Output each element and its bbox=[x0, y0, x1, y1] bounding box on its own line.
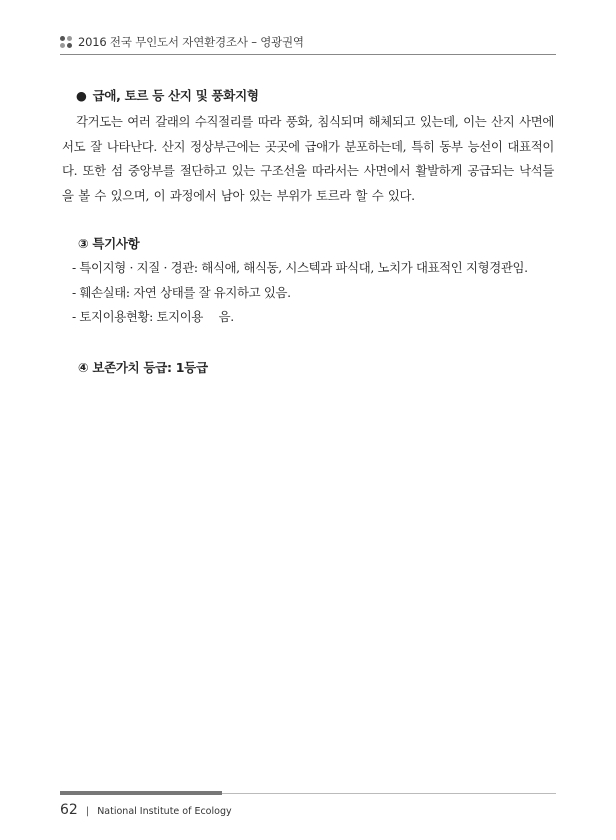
section-heading bbox=[76, 86, 554, 104]
conservation-grade-heading: ④ 보존가치 등급: 1등급 bbox=[78, 359, 208, 375]
header-title: 2016 전국 무인도서 자연환경조사 – 영광권역 bbox=[78, 35, 304, 49]
special-notes-heading: ③ 특기사항 bbox=[78, 236, 140, 251]
body-paragraph: 각거도는 여러 갈래의 수직절리를 따라 풍화, 침식되며 해체되고 있는데, 이는 산지 사면에서도 잘 나타난다. 산지 정상부근에는 곳곳에 급애가 분포하는데, 특히 동부 능선이 대표적이다. 또한 섬 중앙부를 절단하고 있는 구조선을 따라서는 사면에서 활발하게 공급되는 낙석들을 볼 수 있으며, 이 과정에서 남아 있는 부위가 토르라 할 수 있다. bbox=[62, 114, 554, 203]
running-header bbox=[60, 30, 556, 55]
list-item: - 토지이용현황: 토지이용 음. bbox=[72, 309, 234, 324]
special-notes-list bbox=[62, 256, 554, 330]
page-content bbox=[62, 86, 554, 380]
footer-separator: | bbox=[85, 806, 90, 817]
header-logo-icon bbox=[60, 36, 72, 48]
page-footer bbox=[60, 802, 232, 818]
institute-name: National Institute of Ecology bbox=[97, 806, 232, 817]
list-item: - 특이지형 · 지질 · 경관: 해식애, 해식동, 시스텍과 파식대, 노치가 대표적인 지형경관임. bbox=[72, 260, 528, 275]
footer-accent-bar bbox=[60, 791, 222, 795]
list-item: - 훼손실태: 자연 상태를 잘 유지하고 있음. bbox=[72, 284, 291, 300]
bullet-icon: ● bbox=[76, 88, 87, 103]
section-heading-text: 급애, 토르 등 산지 및 풍화지형 bbox=[92, 88, 259, 103]
page-number: 62 bbox=[60, 802, 78, 818]
